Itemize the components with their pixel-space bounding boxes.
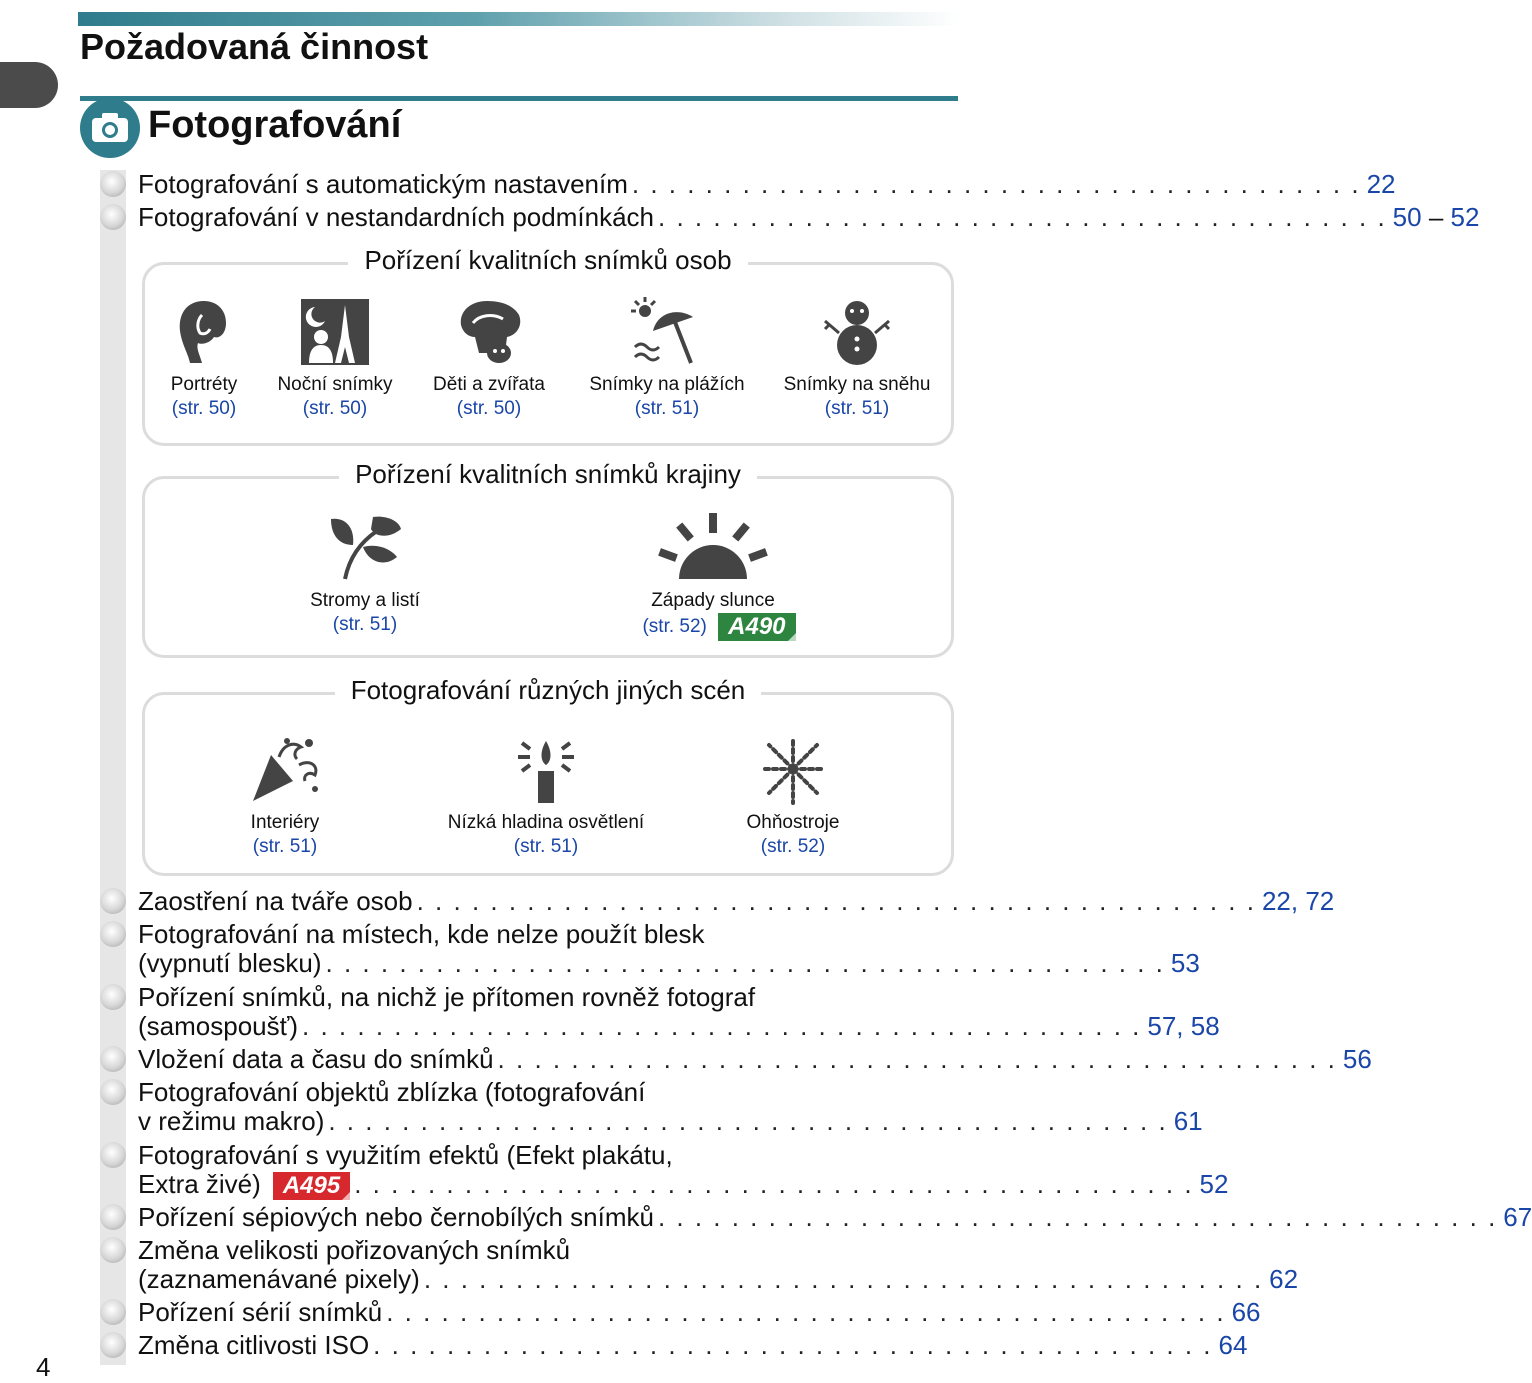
scene-night-snapshot[interactable]: Noční snímky (str. 50): [265, 297, 405, 421]
bullet-icon: [100, 1079, 126, 1105]
low-light-candle-icon: [516, 735, 576, 805]
group-title: Pořízení kvalitních snímků osob: [145, 245, 951, 276]
section-divider: [80, 96, 958, 101]
entry-text: Pořízení sépiových nebo černobílých snímků: [138, 1202, 654, 1232]
page-link[interactable]: 66: [1231, 1297, 1261, 1327]
dot-leader: . . . . . . . . . . . . . . . . . . . . . . . . . . . . . . . . . . . . . . . . . . . . . .: [302, 1011, 1142, 1041]
dot-leader: . . . . . . . . . . . . . . . . . . . . . . . . . . . . . . . . . . . . . . . . . . . . . .: [325, 948, 1165, 978]
page-link[interactable]: 50 – 52: [1392, 202, 1480, 232]
scene-group-other: [142, 675, 954, 876]
list-item[interactable]: [100, 886, 1335, 917]
entry-text: Fotografování s využitím efektů (Efekt plakátu,: [138, 1140, 673, 1170]
scene-group-people: [142, 245, 954, 446]
dot-leader: . . . . . . . . . . . . . . . . . . . . . . . . . . . . . . . . . . . . . . . . . . . . . .: [416, 886, 1256, 916]
model-badge-a490: A490: [718, 613, 795, 641]
scene-ref[interactable]: (str. 52): [642, 616, 707, 638]
dot-leader: . . . . . . . . . . . . . . . . . . . . . . . . . . . . . . . . . . . . . . . . . . . . . .: [423, 1264, 1264, 1294]
bullet-icon: [100, 204, 126, 230]
scene-group-landscape: [142, 459, 954, 658]
night-snapshot-icon: [301, 297, 369, 367]
page-link[interactable]: 61: [1173, 1106, 1203, 1136]
entry-text: Pořízení snímků, na nichž je přítomen rovněž fotograf: [138, 982, 756, 1012]
group-title: Fotografování různých jiných scén: [145, 675, 951, 706]
entry-text-cont: Extra živé): [138, 1169, 261, 1199]
page-link[interactable]: 53: [1170, 948, 1200, 978]
portrait-icon: [172, 297, 236, 367]
list-item[interactable]: [100, 202, 1480, 233]
list-item[interactable]: [100, 1330, 1248, 1361]
entry-text: Fotografování s automatickým nastavením: [138, 169, 628, 199]
dot-leader: . . . . . . . . . . . . . . . . . . . . . . . . . . . . . . . . . . . . . . . . . . . . . .: [354, 1169, 1194, 1199]
dot-leader: . . . . . . . . . . . . . . . . . . . . . . . . . . . . . . . . . . . . . . . . . . . . . .: [657, 1202, 1498, 1232]
scene-kids-pets[interactable]: Děti a zvířata (str. 50): [419, 297, 559, 421]
page-link[interactable]: 22, 72: [1261, 886, 1335, 916]
dot-leader: . . . . . . . . . . . . . . . . . . . . . . . . . . . . . . . . . . . . . . . . . . . . . .: [497, 1044, 1337, 1074]
bullet-icon: [100, 888, 126, 914]
scene-foliage[interactable]: Stromy a listí (str. 51): [285, 513, 445, 637]
list-item[interactable]: [100, 1077, 1203, 1138]
scene-sunset[interactable]: Západy slunce (str. 52) A490: [613, 513, 813, 641]
entry-text: Fotografování v nestandardních podmínkách: [138, 202, 654, 232]
kids-pets-icon: [453, 297, 525, 367]
page-link[interactable]: 57, 58: [1147, 1011, 1220, 1041]
bullet-icon: [100, 1142, 126, 1168]
list-item[interactable]: [100, 1202, 1532, 1233]
bullet-icon: [100, 1332, 126, 1358]
scene-low-light[interactable]: Nízká hladina osvětlení (str. 51): [431, 735, 661, 859]
dot-leader: . . . . . . . . . . . . . . . . . . . . . . . . . . . . . . . . . . . . . . . .: [658, 202, 1387, 232]
entry-text-cont: v režimu makro): [138, 1106, 325, 1136]
header-gradient-bar: [78, 12, 960, 26]
page-title: Požadovaná činnost: [80, 26, 429, 67]
entry-text-cont: (zaznamenávané pixely): [138, 1264, 420, 1294]
scene-fireworks[interactable]: Ohňostroje (str. 52): [723, 735, 863, 859]
list-item[interactable]: [100, 169, 1396, 200]
bullet-icon: [100, 1299, 126, 1325]
bullet-icon: [100, 921, 126, 947]
list-item[interactable]: [100, 919, 1200, 980]
bullet-icon: [100, 1204, 126, 1230]
page-link[interactable]: 67: [1503, 1202, 1532, 1232]
list-item[interactable]: [100, 1044, 1372, 1075]
dot-leader: . . . . . . . . . . . . . . . . . . . . . . . . . . . . . . . . . . . . . . . . . . . . . .: [328, 1106, 1168, 1136]
page-number: 4: [36, 1352, 51, 1382]
bullet-icon: [100, 1237, 126, 1263]
entry-text: Pořízení sérií snímků: [138, 1297, 383, 1327]
indoor-party-icon: [249, 735, 321, 805]
bullet-icon: [100, 171, 126, 197]
page-link[interactable]: 62: [1269, 1264, 1299, 1294]
side-tab-marker: [0, 62, 58, 108]
page-link[interactable]: 56: [1342, 1044, 1372, 1074]
fireworks-icon: [757, 735, 829, 805]
entry-text: Změna citlivosti ISO: [138, 1330, 370, 1360]
scene-indoor[interactable]: Interiéry (str. 51): [215, 735, 355, 859]
entry-text: Fotografování objektů zblízka (fotografování: [138, 1077, 646, 1107]
entry-text: Změna velikosti pořizovaných snímků: [138, 1235, 571, 1265]
sunset-icon: [657, 513, 769, 583]
entry-text-cont: (vypnutí blesku): [138, 948, 322, 978]
bullet-icon: [100, 1046, 126, 1072]
group-title: Pořízení kvalitních snímků krajiny: [145, 459, 951, 490]
scene-portrait[interactable]: Portréty (str. 50): [149, 297, 259, 421]
model-badge-a495: A495: [273, 1172, 350, 1200]
scene-snow[interactable]: Snímky na sněhu (str. 51): [771, 297, 943, 421]
dot-leader: . . . . . . . . . . . . . . . . . . . . . . . . . . . . . . . . . . . . . . . . . . . . . .: [373, 1330, 1213, 1360]
entry-text: Fotografování na místech, kde nelze použít blesk: [138, 919, 705, 949]
dot-leader: . . . . . . . . . . . . . . . . . . . . . . . . . . . . . . . . . . . . . . . .: [631, 169, 1361, 199]
camera-icon: [80, 98, 140, 158]
beach-icon: [631, 297, 703, 367]
page-link[interactable]: 64: [1218, 1330, 1248, 1360]
entry-text-cont: (samospoušť): [138, 1011, 299, 1041]
list-item[interactable]: [100, 1297, 1261, 1328]
snow-icon: [821, 297, 893, 367]
scene-beach[interactable]: Snímky na plážích (str. 51): [577, 297, 757, 421]
dot-leader: . . . . . . . . . . . . . . . . . . . . . . . . . . . . . . . . . . . . . . . . . . . . . .: [386, 1297, 1226, 1327]
list-item[interactable]: [100, 982, 1220, 1043]
foliage-icon: [325, 513, 405, 583]
list-item[interactable]: [100, 1235, 1299, 1296]
entry-text: Zaostření na tváře osob: [138, 886, 413, 916]
entry-text: Vložení data a času do snímků: [138, 1044, 494, 1074]
section-title: Fotografování: [148, 104, 402, 146]
page-link[interactable]: 52: [1199, 1169, 1229, 1199]
page-link[interactable]: 22: [1366, 169, 1396, 199]
list-item[interactable]: [100, 1140, 1229, 1201]
bullet-icon: [100, 984, 126, 1010]
